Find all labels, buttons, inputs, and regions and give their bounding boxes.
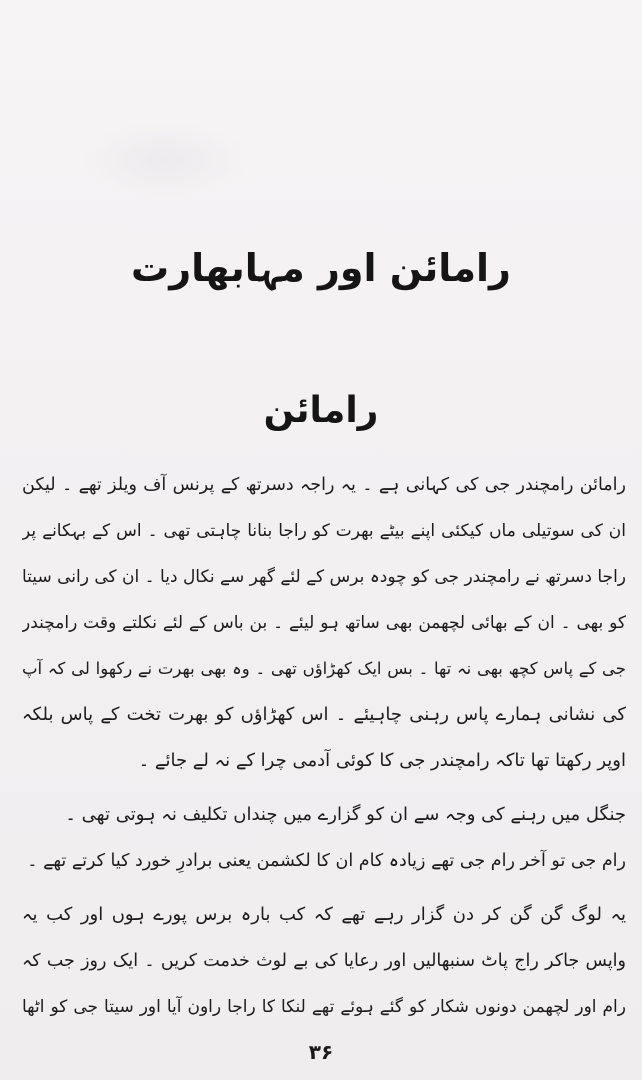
text-line: رام اور لچھمن دونوں شکار کو گئے ہوئے تھے لنکا کا راجا راون آیا اور سیتا جی کو اٹھا: [22, 997, 626, 1017]
text-line: کی نشانی ہمارے پاس رہنی چاہیئے ۔ اس کھڑاؤں کو بھرت تخت کے پاس بلکہ: [22, 704, 626, 725]
paper-smudge: [80, 120, 250, 200]
text-line: رام جی تو آخر رام جی تھے زیادہ کام ان کا لکشمن یعنی برادرِ خورد کیا کرتے تھے ۔: [27, 851, 626, 871]
page-number: ۳۶: [308, 1040, 334, 1064]
book-title: رامائن اور مہابھارت: [131, 246, 511, 290]
text-line: رامائن رامچندر جی کی کہانی ہے ۔ یہ راجہ دسرتھ کے پرنس آف ویلز تھے ۔ لیکن: [22, 475, 626, 495]
text-line: جی کے پاس کچھ بھی نہ تھا ۔ بس ایک کھڑاؤں تھی ۔ وہ بھی بھرت نے رکھوا لی کہ آپ: [22, 659, 626, 678]
text-line: جنگل میں رہنے کی وجہ سے ان کو گزارے میں چنداں تکلیف نہ ہوتی تھی ۔: [65, 804, 626, 825]
text-line: راجا دسرتھ نے رامچندر جی کو چودہ برس کے لئے گھر سے نکال دیا ۔ ان کی رانی سیتا: [22, 567, 626, 587]
text-line: یہ لوگ گن گن کر دن گزار رہے تھے کہ کب بارہ برس پورے ہوں اور کب یہ: [22, 904, 626, 925]
chapter-title: رامائن: [263, 390, 379, 431]
text-line: اوپر رکھتا تھا تاکہ رامچندر جی کا کوئی آدمی چرا کے نہ لے جائے ۔: [138, 750, 626, 771]
text-line: واپس جاکر راج پاٹ سنبھالیں اور رعایا کی بے لوث خدمت کریں ۔ ایک روز جب کہ: [22, 951, 626, 971]
text-line: ان کی سوتیلی ماں کیکئی اپنے بیٹے بھرت کو راجا بنانا چاہتی تھی ۔ اس کے بہکانے پر: [22, 521, 626, 541]
text-line: کو بھی ۔ ان کے بھائی لچھمن بھی ساتھ ہو لیئے ۔ بن باس کے لئے نکلتے وقت رامچندر: [22, 613, 626, 633]
chapter-body: [22, 462, 626, 1030]
